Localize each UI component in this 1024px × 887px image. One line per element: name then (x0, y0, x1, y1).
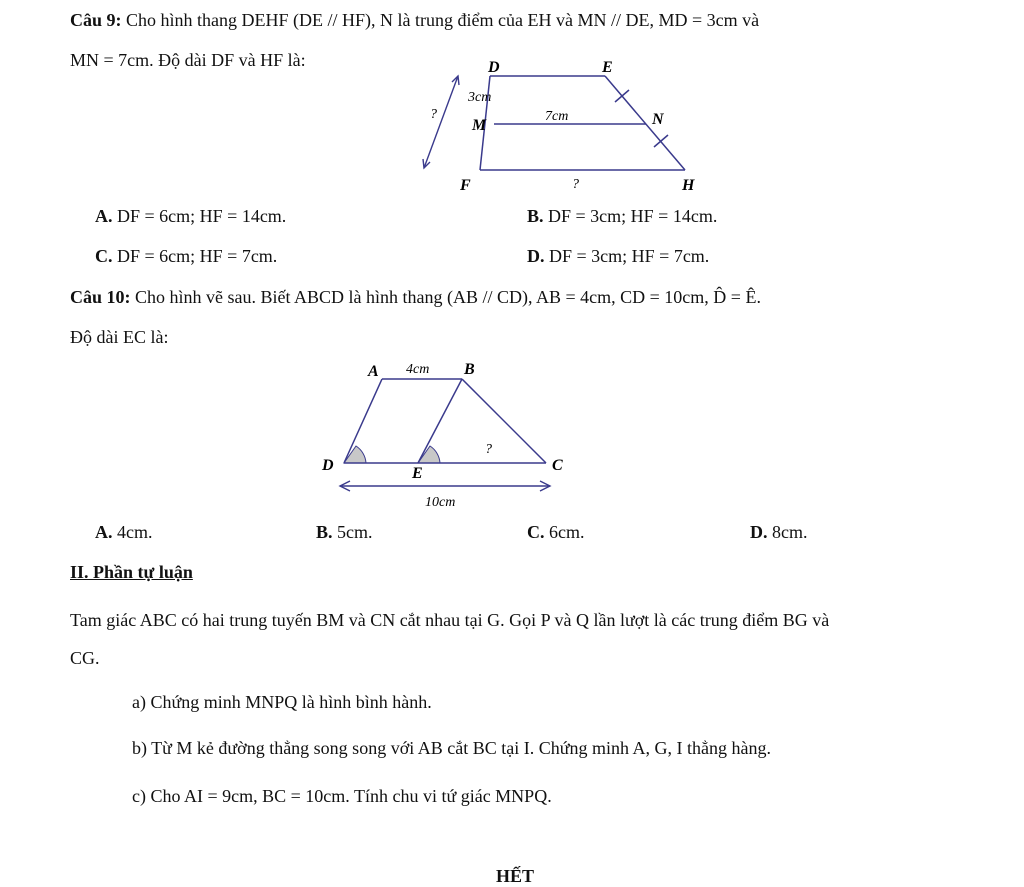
q9-dim-md: 3cm (468, 90, 492, 105)
q10-line1 (70, 287, 761, 308)
q9-text1: Cho hình thang DEHF (DE // HF), N là trung điểm của EH và MN // DE, MD = 3cm và (126, 10, 760, 30)
q10-dim-ab: 4cm (406, 362, 430, 377)
section2-part-b: b) Từ M kẻ đường thẳng song song với AB cắt BC tại I. Chứng minh A, G, I thẳng hàng. (132, 738, 771, 758)
q9-label-F: F (460, 177, 471, 194)
q9-figure (410, 58, 710, 198)
q10-label-D: D (322, 457, 334, 474)
q9-label-E: E (602, 59, 613, 76)
q10-dim-q: ? (485, 442, 492, 457)
q9-label-M: M (472, 117, 487, 134)
end-marker: HẾT (496, 866, 535, 886)
q9-option-c[interactable]: C. DF = 6cm; HF = 7cm. (95, 246, 278, 266)
section2-intro2: CG. (70, 648, 100, 668)
q10-label-E: E (412, 465, 423, 482)
q9-dim-bottom-q: ? (572, 177, 579, 192)
q9-option-d[interactable]: D. DF = 3cm; HF = 7cm. (527, 246, 710, 266)
q9-option-b[interactable]: B. DF = 3cm; HF = 14cm. (527, 206, 718, 226)
q9-line1 (70, 10, 759, 31)
q10-line2: Độ dài EC là: (70, 327, 169, 347)
q9-line2: MN = 7cm. Độ dài DF và HF là: (70, 50, 306, 70)
section2-heading: II. Phần tự luận (70, 562, 193, 582)
section2-part-a: a) Chứng minh MNPQ là hình bình hành. (132, 692, 432, 712)
q9-label-H: H (682, 177, 695, 194)
q9-dim-arrow (424, 76, 458, 168)
q10-label-C: C (552, 457, 563, 474)
section2-intro1: Tam giác ABC có hai trung tuyến BM và CN cắt nhau tại G. Gọi P và Q lần lượt là các trung điểm BG và (70, 610, 830, 630)
q9-dim-mn: 7cm (545, 109, 569, 124)
q10-angle-E (418, 446, 440, 463)
q10-label-A: A (368, 363, 379, 380)
q10-figure (310, 355, 570, 515)
q10-text1: Cho hình vẽ sau. Biết ABCD là hình thang (AB // CD), AB = 4cm, CD = 10cm, D̂ = Ê. (135, 287, 761, 307)
q10-dim-cd: 10cm (425, 495, 456, 510)
q9-label: Câu 9: (70, 10, 122, 30)
q10-label: Câu 10: (70, 287, 131, 307)
q9-option-a[interactable]: A. DF = 6cm; HF = 14cm. (95, 206, 287, 226)
q10-option-a[interactable]: A. 4cm. (95, 522, 153, 542)
q9-label-N: N (652, 111, 664, 128)
q10-label-B: B (464, 361, 475, 378)
q10-segment-BE (418, 379, 462, 463)
q10-edge-DA (344, 379, 382, 463)
q10-option-c[interactable]: C. 6cm. (527, 522, 585, 542)
q10-edge-BC (462, 379, 546, 463)
q9-label-D: D (488, 59, 500, 76)
q9-edge-EH (605, 76, 685, 170)
q10-option-b[interactable]: B. 5cm. (316, 522, 373, 542)
q9-dim-left-q: ? (430, 107, 437, 122)
q9-tick-1 (615, 90, 629, 102)
q10-option-d[interactable]: D. 8cm. (750, 522, 808, 542)
section2-part-c: c) Cho AI = 9cm, BC = 10cm. Tính chu vi tứ giác MNPQ. (132, 786, 552, 806)
